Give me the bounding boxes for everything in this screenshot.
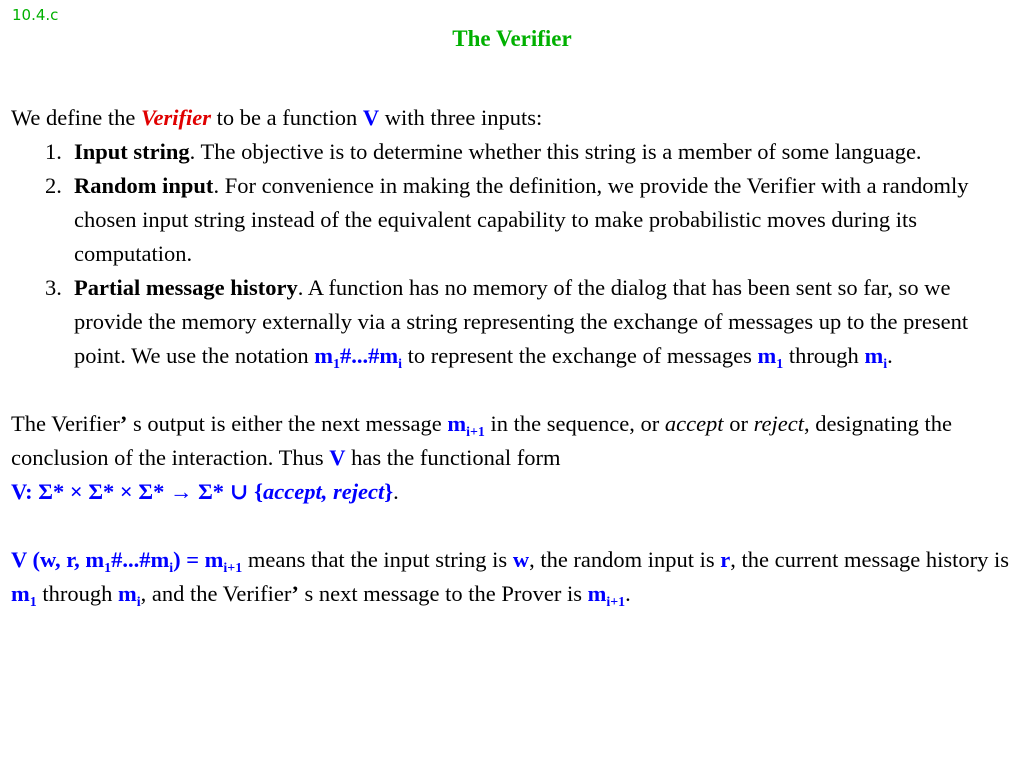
accept-term: accept [664, 411, 724, 436]
list-number: 3. [45, 275, 62, 300]
para-text: . [625, 581, 631, 606]
form-brace: } [384, 479, 394, 504]
function-v: V [329, 445, 346, 470]
list-item-message-history [11, 271, 1016, 373]
list-text: through [783, 343, 865, 368]
verifier-formula [11, 547, 243, 576]
formula-subscript: i+1 [223, 560, 243, 576]
slide-number: 10.4.c [12, 6, 59, 24]
notation-subscript: i [398, 356, 402, 372]
list-number: 1. [45, 139, 62, 164]
intro-text-before: We define the [11, 105, 142, 130]
message-m: m [447, 411, 467, 436]
reject-term: reject [753, 411, 804, 436]
var-r: r [720, 547, 731, 572]
para-text: The Verifier [11, 411, 120, 436]
list-item-input-string [11, 135, 1016, 169]
function-v: V [362, 105, 380, 130]
inputs-list [11, 135, 1016, 373]
list-term: Input string [74, 139, 190, 164]
list-text: . The objective is to determine whether this string is a member of some language. [189, 139, 922, 164]
message-mi [864, 343, 888, 372]
apostrophe: ’ [119, 411, 128, 436]
para-text: , the current message history is [730, 547, 1009, 572]
para-text: in the sequence, or [484, 411, 665, 436]
message-m: m [117, 581, 137, 606]
notation-m: m [314, 343, 333, 368]
spacer [11, 509, 1016, 543]
list-text: . A function has no memory of the dialog that has been sent so far, so we provide the memory externally via a string representing the exchange of messages up to the present point. We use the notation [74, 275, 969, 368]
notation-subscript: 1 [333, 356, 340, 372]
message-m1 [11, 581, 37, 610]
verifier-term: Verifier [141, 105, 212, 130]
list-text: to represent the exchange of messages [401, 343, 758, 368]
message-m: m [11, 581, 30, 606]
para-text: , the random input is [529, 547, 721, 572]
notation-history [314, 343, 402, 372]
message-subscript: i+1 [466, 424, 485, 440]
message-m: m [587, 581, 607, 606]
list-number: 2. [45, 173, 62, 198]
intro-text-after: with three inputs: [379, 105, 543, 130]
slide-body [11, 101, 1016, 611]
output-paragraph [11, 407, 1016, 509]
form-accept-reject: accept, reject [263, 479, 385, 504]
message-subscript: 1 [29, 594, 37, 610]
message-subscript: i [883, 356, 888, 372]
para-text: or [723, 411, 754, 436]
list-term: Random input [74, 173, 214, 198]
spacer [11, 373, 1016, 407]
list-item-random-input [11, 169, 1016, 271]
formula-part: ) = m [173, 547, 224, 572]
notation-middle: #...#m [339, 343, 399, 368]
var-w: w [512, 547, 530, 572]
para-text: s output is either the next message [127, 411, 448, 436]
intro-text-middle: to be a function [211, 105, 363, 130]
para-text: . [393, 479, 399, 504]
form-signature: V: Σ* × Σ* × Σ* → Σ* ∪ { [11, 479, 264, 504]
para-text: through [36, 581, 118, 606]
formula-subscript: 1 [104, 560, 112, 576]
formula-part: V (w, r, m [11, 547, 105, 572]
functional-form [11, 479, 393, 504]
message-m1 [757, 343, 784, 372]
list-text: . For convenience in making the definition, we provide the Verifier with a randomly chosen input string instead of the equivalent capability to make probabilistic moves during its computation. [74, 173, 969, 266]
para-text: means that the input string is [242, 547, 513, 572]
formula-part: #...#m [111, 547, 170, 572]
formula-subscript: i [169, 560, 174, 576]
message-subscript: 1 [776, 356, 784, 372]
message-subscript: i+1 [606, 594, 626, 610]
slide-title: The Verifier [452, 26, 572, 51]
intro-paragraph [11, 101, 1016, 135]
meaning-paragraph [11, 543, 1016, 611]
list-text: . [887, 343, 893, 368]
message-m: m [757, 343, 777, 368]
message-next [447, 411, 485, 440]
apostrophe: ’ [291, 581, 299, 606]
para-text: , and the Verifier [140, 581, 292, 606]
message-next [587, 581, 626, 610]
message-mi [117, 581, 141, 610]
message-m: m [864, 343, 884, 368]
para-text: has the functional form [345, 445, 561, 470]
list-term: Partial message history [74, 275, 298, 300]
para-text: , designating the conclusion of the interaction. Thus [11, 411, 953, 470]
message-subscript: i [136, 594, 141, 610]
para-text: s next message to the Prover is [298, 581, 588, 606]
